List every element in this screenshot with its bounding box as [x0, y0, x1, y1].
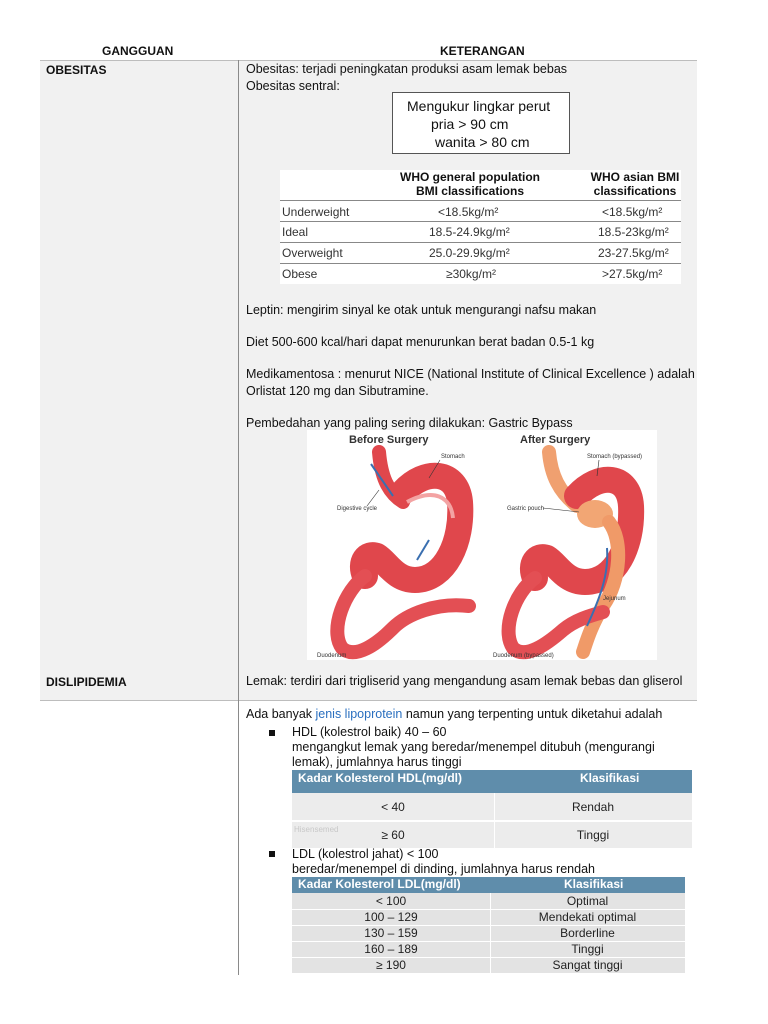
bmi-category: Obese [282, 267, 318, 281]
bullet-ldl [269, 851, 275, 857]
ldl-klasifikasi: Sangat tinggi [552, 958, 623, 972]
document-table [40, 40, 697, 975]
gastric-bypass-illustration [307, 430, 657, 660]
label-dislipidemia: DISLIPIDEMIA [46, 675, 127, 689]
leptin-text: Leptin: mengirim sinyal ke otak untuk mengurangi nafsu makan [246, 303, 597, 317]
bmi-general: ≥30kg/m² [446, 267, 496, 281]
bmi-asian: 18.5-23kg/m² [598, 225, 669, 239]
before-surgery-title: Before Surgery [349, 434, 429, 446]
bmi-rule [280, 200, 681, 201]
ldl-kadar: < 100 [375, 894, 407, 908]
measure-box [392, 92, 570, 154]
diet-text: Diet 500-600 kcal/hari dapat menurunkan berat badan 0.5-1 kg [246, 335, 595, 349]
measure-wanita: wanita > 80 cm [435, 134, 530, 150]
row-divider [40, 700, 697, 701]
ldl-klasifikasi: Optimal [566, 894, 609, 908]
hdl-table [292, 770, 692, 848]
hdl-title: HDL (kolestrol baik) 40 – 60 [292, 725, 447, 739]
bmi-header-asian: WHO asian BMI classifications [590, 170, 680, 198]
bmi-category: Underweight [282, 205, 350, 219]
measure-title: Mengukur lingkar perut [407, 98, 551, 114]
obesitas-line2: Obesitas sentral: [246, 79, 340, 93]
label-duodenum: Duodenum [317, 653, 347, 659]
bmi-category: Overweight [282, 246, 343, 260]
ldl-klasifikasi: Tinggi [571, 942, 604, 956]
header-gangguan: GANGGUAN [102, 44, 174, 58]
pembedahan-text: Pembedahan yang paling sering dilakukan: Gastric Bypass [246, 416, 573, 430]
label-jejunum: Jejunum [603, 596, 626, 602]
ldl-kadar: ≥ 190 [376, 958, 406, 972]
medikamentosa-line1: Medikamentosa : menurut NICE (National Institute of Clinical Excellence ) adalah [246, 367, 695, 381]
medikamentosa-line2: Orlistat 120 mg dan Sibutramine. [246, 384, 429, 398]
hdl-klasifikasi: Rendah [571, 800, 615, 814]
ldl-desc: beredar/menempel di dinding, jumlahnya harus rendah [292, 862, 595, 876]
ldl-header-klasifikasi: Klasifikasi [564, 877, 624, 891]
ldl-kadar: 130 – 159 [364, 926, 418, 940]
hdl-klasifikasi: Tinggi [576, 828, 610, 842]
bmi-general: 18.5-24.9kg/m² [429, 225, 510, 239]
ldl-table [292, 877, 685, 973]
ldl-title: LDL (kolestrol jahat) < 100 [292, 847, 439, 861]
bmi-asian: <18.5kg/m² [602, 205, 663, 219]
hdl-kadar: ≥ 60 [381, 828, 405, 842]
ldl-kadar: 160 – 189 [364, 942, 418, 956]
bmi-table [280, 170, 681, 284]
hdl-watermark: Hisensemed [294, 825, 339, 834]
label-gastric-pouch: Gastric pouch [507, 506, 545, 512]
lemak-text: Lemak: terdiri dari trigliserid yang mengandung asam lemak bebas dan gliserol [246, 674, 683, 688]
ldl-header-kadar: Kadar Kolesterol LDL(mg/dl) [298, 877, 461, 891]
bmi-asian: >27.5kg/m² [602, 267, 663, 281]
label-stomach: Stomach [441, 454, 465, 460]
bmi-category: Ideal [282, 225, 309, 239]
bmi-general: <18.5kg/m² [438, 205, 499, 219]
ldl-klasifikasi: Borderline [560, 926, 615, 940]
bmi-asian: 23-27.5kg/m² [598, 246, 669, 260]
measure-pria: pria > 90 cm [431, 116, 509, 132]
hdl-header-klasifikasi: Klasifikasi [580, 771, 640, 785]
hdl-desc-line2: lemak), jumlahnya harus tinggi [292, 755, 462, 769]
obesitas-line1: Obesitas: terjadi peningkatan produksi asam lemak bebas [246, 62, 568, 76]
after-surgery-title: After Surgery [520, 434, 591, 446]
bullet-hdl [269, 730, 275, 736]
bmi-header-general: WHO general population BMI classifications [400, 170, 540, 198]
label-obesitas: OBESITAS [46, 63, 107, 77]
ada-banyak-text: Ada banyak jenis lipoprotein namun yang terpenting untuk diketahui adalah [246, 707, 663, 721]
bmi-general: 25.0-29.9kg/m² [429, 246, 510, 260]
stomach-before [363, 476, 460, 580]
hdl-desc-line1: mengangkut lemak yang beredar/menempel ditubuh (mengurangi [292, 740, 655, 754]
label-stomach-bypassed: Stomach (bypassed) [587, 454, 643, 460]
hdl-kadar: < 40 [381, 800, 405, 814]
ldl-klasifikasi: Mendekati optimal [538, 910, 637, 924]
ldl-kadar: 100 – 129 [364, 910, 418, 924]
hdl-row-divider [292, 820, 692, 822]
label-digestive: Digestive cycle [337, 506, 378, 512]
column-divider [238, 60, 239, 975]
jenis-lipoprotein-link[interactable]: jenis lipoprotein [315, 707, 403, 721]
label-duodenum-bypassed: Duodenum (bypassed) [493, 653, 554, 659]
header-keterangan: KETERANGAN [440, 44, 525, 58]
hdl-header-kadar: Kadar Kolesterol HDL(mg/dl) [298, 771, 463, 785]
